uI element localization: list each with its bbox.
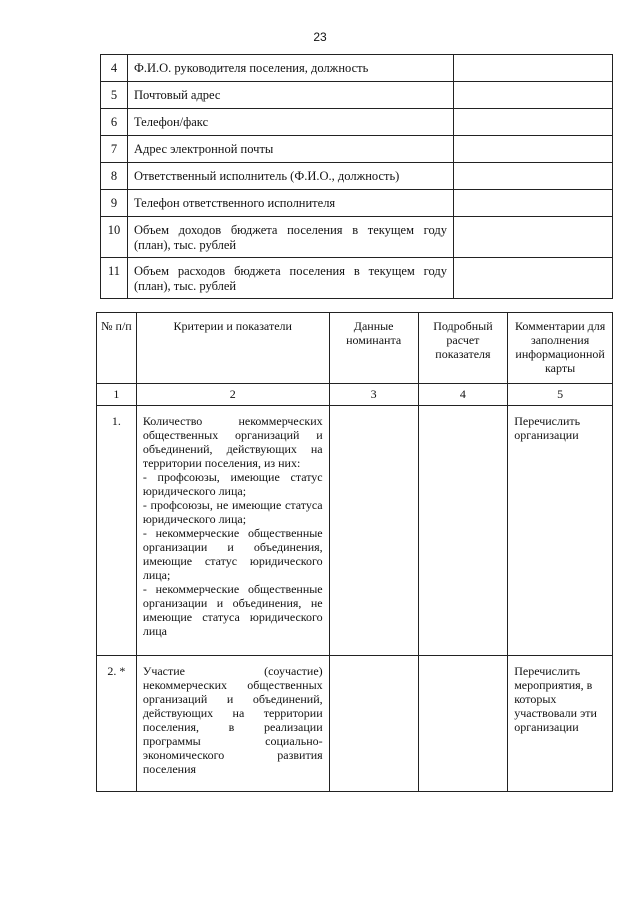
column-index: 1: [97, 384, 137, 406]
value-cell[interactable]: [454, 109, 613, 136]
criteria-line: Количество некоммерческих общественных организаций и объединений, действующих на территории поселения, из них:: [142, 414, 323, 470]
column-index: 4: [418, 384, 508, 406]
comment-cell: Перечислить мероприятия, в которых участвовали эти организации: [508, 656, 613, 792]
header-comments: Комментарии для заполнения информационной карты: [508, 313, 613, 384]
row-number: 9: [101, 190, 128, 217]
column-index: 3: [329, 384, 418, 406]
value-cell[interactable]: [454, 258, 613, 299]
row-label: Адрес электронной почты: [128, 136, 454, 163]
column-index-row: [97, 384, 613, 406]
value-cell[interactable]: [454, 163, 613, 190]
row-number: 4: [101, 55, 128, 82]
value-cell[interactable]: [454, 190, 613, 217]
row-label: Объем расходов бюджета поселения в текущем году (план), тыс. рублей: [128, 258, 454, 299]
criteria-cell: [136, 406, 329, 656]
row-number: 5: [101, 82, 128, 109]
data-cell[interactable]: [329, 406, 418, 656]
table-row: [101, 109, 613, 136]
table-row: [101, 217, 613, 258]
row-number: 2. *: [97, 656, 137, 792]
criteria-cell: [136, 656, 329, 792]
row-number: 10: [101, 217, 128, 258]
calc-cell[interactable]: [418, 406, 508, 656]
criteria-line: - некоммерческие общественные организации и объединения, не имеющие статуса юридического лица: [142, 582, 323, 638]
row-label: Ответственный исполнитель (Ф.И.О., должность): [128, 163, 454, 190]
header-calc: Подробный расчет показателя: [418, 313, 508, 384]
row-label: Почтовый адрес: [128, 82, 454, 109]
info-table: [100, 54, 613, 299]
table-row: [101, 55, 613, 82]
criteria-line: - профсоюзы, имеющие статус юридического лица;: [142, 470, 323, 498]
data-cell[interactable]: [329, 656, 418, 792]
criteria-line: - профсоюзы, не имеющие статуса юридического лица;: [142, 498, 323, 526]
header-row: [97, 313, 613, 384]
row-label: Объем доходов бюджета поселения в текущем году (план), тыс. рублей: [128, 217, 454, 258]
value-cell[interactable]: [454, 217, 613, 258]
page-number: 23: [313, 30, 327, 44]
table-row: [97, 656, 613, 792]
row-number: 11: [101, 258, 128, 299]
header-criteria: Критерии и показатели: [136, 313, 329, 384]
criteria-table: [96, 312, 613, 792]
header-num: № п/п: [97, 313, 137, 384]
table-row: [97, 406, 613, 656]
row-number: 6: [101, 109, 128, 136]
calc-cell[interactable]: [418, 656, 508, 792]
comment-cell: Перечислить организации: [508, 406, 613, 656]
row-number: 8: [101, 163, 128, 190]
criteria-line: - некоммерческие общественные организации и объединения, имеющие статус юридического лица;: [142, 526, 323, 582]
row-number: 1.: [97, 406, 137, 656]
header-data: Данные номинанта: [329, 313, 418, 384]
table-row: [101, 258, 613, 299]
column-index: 5: [508, 384, 613, 406]
criteria-line: Участие (соучастие) некоммерческих общественных организаций и объединений, действующих на территории поселения, в реализации программы социально-экономического развития поселения: [142, 664, 323, 776]
table-row: [101, 82, 613, 109]
row-number: 7: [101, 136, 128, 163]
row-label: Ф.И.О. руководителя поселения, должность: [128, 55, 454, 82]
table-row: [101, 136, 613, 163]
value-cell[interactable]: [454, 55, 613, 82]
value-cell[interactable]: [454, 82, 613, 109]
row-label: Телефон ответственного исполнителя: [128, 190, 454, 217]
value-cell[interactable]: [454, 136, 613, 163]
row-label: Телефон/факс: [128, 109, 454, 136]
table-row: [101, 190, 613, 217]
column-index: 2: [136, 384, 329, 406]
table-row: [101, 163, 613, 190]
